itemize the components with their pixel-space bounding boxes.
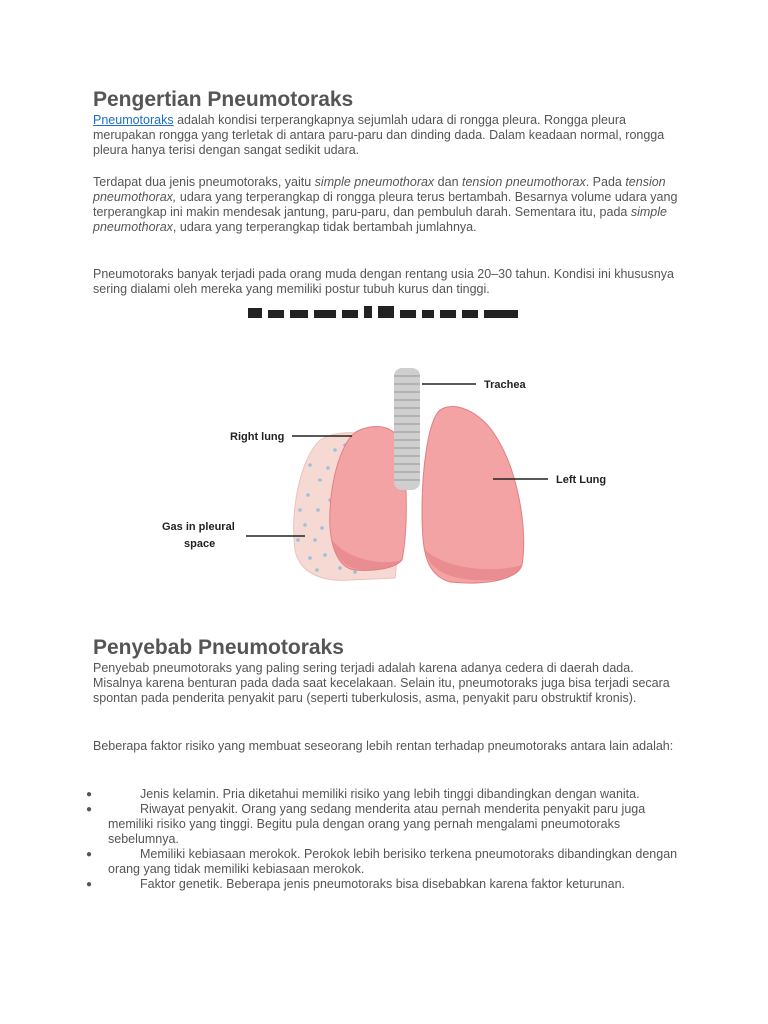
bullet-icon: ● bbox=[86, 879, 93, 890]
risk-factor-list bbox=[80, 787, 680, 892]
bullet-icon: ● bbox=[86, 804, 93, 815]
lung-diagram bbox=[150, 300, 620, 600]
left-lung bbox=[422, 406, 524, 583]
list-item bbox=[80, 802, 680, 847]
types-text-a: Terdapat dua jenis pneumotoraks, yaitu bbox=[93, 175, 315, 189]
definition-text: adalah kondisi terperangkapnya sejumlah udara di rongga pleura. Rongga pleura merupakan rongga yang terletak di antara paru-paru dan dinding dada. Dalam keadaan normal, rongga pleura hanya terisi dengan sangat sedikit udara. bbox=[93, 113, 665, 157]
pneumotoraks-link[interactable]: Pneumotoraks bbox=[93, 113, 174, 127]
list-item bbox=[80, 877, 680, 892]
risk-factor-text: Faktor genetik. Beberapa jenis pneumotoraks bisa disebabkan karena faktor keturunan. bbox=[140, 877, 626, 891]
bullet-icon: ● bbox=[86, 789, 93, 800]
label-gas-line2: space bbox=[184, 538, 216, 550]
trachea bbox=[394, 368, 420, 490]
list-item bbox=[80, 847, 680, 877]
pneumothorax-illustration bbox=[150, 300, 620, 600]
paragraph-types bbox=[93, 175, 683, 235]
types-text-e: . Pada bbox=[585, 175, 626, 189]
label-gas-line1: Gas in pleural bbox=[162, 521, 235, 533]
label-left-lung: Left Lung bbox=[556, 474, 607, 486]
section-title-penyebab: Penyebab Pneumotoraks bbox=[93, 636, 344, 659]
types-text-b: simple pneumothorax bbox=[314, 175, 435, 189]
types-text-f: tension pneumothorax, bbox=[93, 175, 666, 204]
section-title-pengertian: Pengertian Pneumotoraks bbox=[93, 88, 354, 111]
types-text-c: dan bbox=[434, 175, 462, 189]
risk-factor-text: Jenis kelamin. Pria diketahui memiliki risiko yang lebih tinggi dibandingkan dengan wanita. bbox=[140, 787, 640, 801]
list-item bbox=[80, 787, 680, 802]
types-text-i: , udara yang terperangkap tidak bertambah jumlahnya. bbox=[172, 220, 477, 234]
risk-factor-text: Riwayat penyakit. Orang yang sedang menderita atau pernah menderita penyakit paru juga memiliki risiko yang tinggi. Begitu pula dengan orang yang pernah mengalami pneumotoraks sebelumnya. bbox=[108, 802, 646, 846]
paragraph-risk-intro: Beberapa faktor risiko yang membuat seseorang lebih rentan terhadap pneumotoraks antara lain adalah: bbox=[93, 739, 674, 753]
paragraph-age: Pneumotoraks banyak terjadi pada orang muda dengan rentang usia 20–30 tahun. Kondisi ini khususnya sering dialami oleh mereka yang memiliki postur tubuh kurus dan tinggi. bbox=[93, 267, 674, 296]
risk-factor-text: Memiliki kebiasaan merokok. Perokok lebih berisiko terkena pneumotoraks dibandingkan dengan orang yang tidak memiliki kebiasaan merokok. bbox=[108, 847, 678, 876]
types-text-h: simple pneumothorax bbox=[93, 205, 667, 234]
types-text-d: tension pneumothorax bbox=[462, 175, 586, 189]
paragraph-definition bbox=[93, 113, 683, 158]
label-right-lung: Right lung bbox=[230, 431, 285, 443]
types-text-g: udara yang terperangkap di rongga pleura terus bertambah. Besarnya volume udara yang terperangkap ini makin mendesak jantung, paru-paru, dan pembuluh darah. Sementara itu, pada bbox=[93, 190, 678, 219]
bullet-icon: ● bbox=[86, 849, 93, 860]
paragraph-causes: Penyebab pneumotoraks yang paling sering terjadi adalah karena adanya cedera di daerah dada. Misalnya karena benturan pada dada saat kecelakaan. Selain itu, pneumotoraks juga bisa terjadi secara spontan pada penderita penyakit paru (seperti tuberkulosis, asma, penyakit paru obstruktif kronis). bbox=[93, 661, 670, 705]
label-trachea: Trachea bbox=[484, 379, 526, 391]
